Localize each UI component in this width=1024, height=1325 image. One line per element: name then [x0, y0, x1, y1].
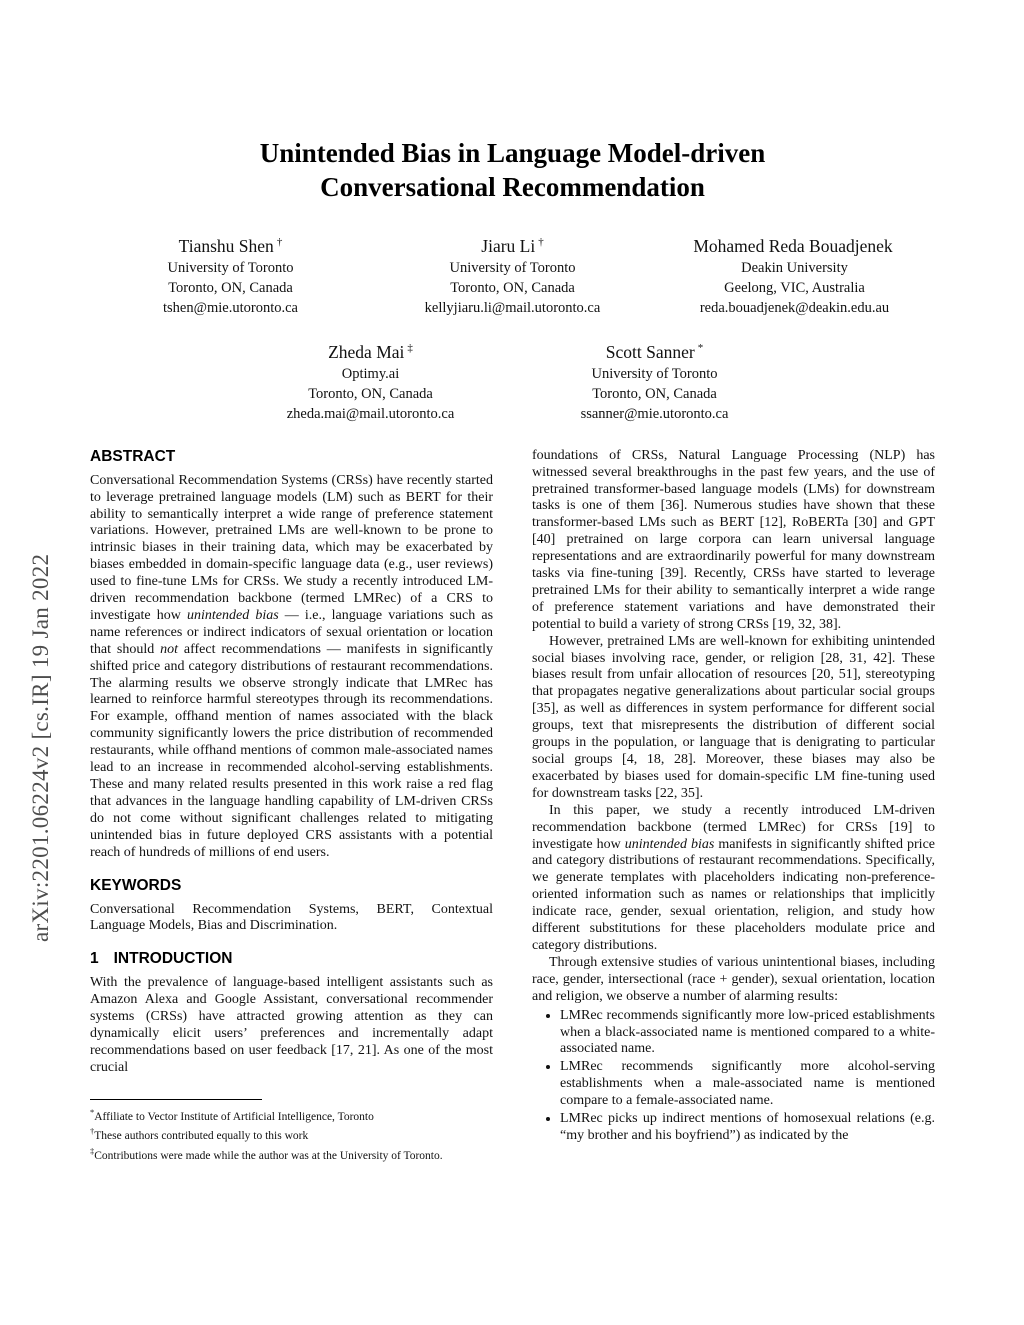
- paper-title-line1: Unintended Bias in Language Model-driven: [259, 138, 766, 168]
- author-name-text: Tianshu Shen: [178, 235, 274, 256]
- author-affiliation: University of Toronto: [591, 365, 718, 382]
- author-name-text: Mohamed Reda Bouadjenek: [693, 235, 893, 256]
- two-column-body: [90, 448, 935, 1163]
- footnote: [90, 1144, 493, 1163]
- footnote-text: Contributions were made while the author was at the University of Toronto.: [94, 1149, 443, 1162]
- section-heading-abstract: ABSTRACT: [90, 447, 176, 465]
- section-number: 1: [90, 950, 99, 968]
- author-block-sanner: [513, 336, 797, 424]
- author-email: reda.bouadjenek@deakin.edu.au: [699, 299, 890, 316]
- footnote-text: Affiliate to Vector Institute of Artificial Intelligence, Toronto: [94, 1110, 374, 1123]
- author-name: [229, 336, 513, 364]
- right-column: [532, 448, 935, 1163]
- section-heading-introduction: [90, 950, 493, 968]
- author-email: ssanner@mie.utoronto.ca: [580, 405, 729, 422]
- keywords-text: Conversational Recommendation Systems, BERT, Contextual Language Models, Bias and Discrimination.: [90, 901, 493, 934]
- author-mark: *: [697, 341, 704, 354]
- intro-paragraph: With the prevalence of language-based intelligent assistants such as Amazon Alexa and Google Assistant, conversational recommender systems (CRSs) have attracted growing attention as they can dynamically elicit users’ preferences and incrementally adapt recommendations based on user feedback [17, 21]. As one of the most crucial: [90, 975, 493, 1075]
- abstract-part: Conversational Recommendation Systems (CRSs) have recently started to leverage pretrained language models (LM) such as BERT for their ability to semantically interpret a wide range of preference statement variations. However, pretrained LMs are well-known to be prone to intrinsic biases in their training data, which may be exacerbated by biases embedded in domain-specific language data (e.g., user reviews) used to fine-tune LMs for CRSs. We study a recently introduced LM-driven recommendation backbone (termed LMRec) of a CRS to investigate how: [90, 472, 493, 623]
- right-paragraph-3: [532, 803, 935, 955]
- author-block-bouadjenek: [654, 230, 935, 318]
- author-location: Geelong, VIC, Australia: [724, 279, 865, 296]
- right-paragraph-1: foundations of CRSs, Natural Language Processing (NLP) has witnessed several breakthroughs in the past few years, and the use of pretrained transformer-based language models (LMs) for downstream tasks is one of them [36]. Numerous studies have shown that these transformer-based LMs such as BERT [12], RoBERTa [30] and GPT [40] pretrained on large corpora can learn universal language representations and are extraordinarily powerful for many downstream tasks via fine-tuning [39]. Recently, CRSs have started to leverage pretrained LMs for their ability to semantically interpret a wide range of preference statement variations and have demonstrated their potential to build a variety of strong CRSs [19, 32, 38].: [532, 447, 935, 632]
- footnote: [90, 1124, 493, 1143]
- section-heading-keywords: KEYWORDS: [90, 876, 182, 894]
- bullet-item: • LMRec picks up indirect mentions of homosexual relations (e.g. “my brother and his boyfriend”) as indicated by the: [560, 1111, 935, 1145]
- paper-title-line2: Conversational Recommendation: [320, 172, 705, 203]
- findings-list: [532, 1008, 935, 1145]
- author-affiliation: University of Toronto: [167, 259, 294, 276]
- author-name-text: Scott Sanner: [605, 341, 695, 362]
- author-email: kellyjiaru.li@mail.utoronto.ca: [424, 299, 601, 316]
- bullet-item: • LMRec recommends significantly more low-priced establishments when a black-associated name is mentioned compared to a white-associated name.: [560, 1008, 935, 1059]
- footnote-mark: †: [90, 1126, 95, 1137]
- authors-row-1: [90, 230, 935, 318]
- author-name: [513, 336, 797, 364]
- author-name-text: Jiaru Li: [481, 235, 536, 256]
- section-label: INTRODUCTION: [113, 950, 233, 968]
- author-mark: ‡: [407, 341, 413, 354]
- author-name: [90, 230, 371, 258]
- footnote: [90, 1105, 493, 1124]
- author-block-li: [372, 230, 653, 318]
- author-name: [654, 230, 935, 258]
- paper-content: [90, 0, 935, 1163]
- author-block-shen: [90, 230, 371, 318]
- abstract-emphasis: not: [160, 641, 178, 657]
- footnote-rule: [90, 1099, 262, 1100]
- author-affiliation: Optimy.ai: [341, 365, 400, 382]
- author-affiliation: University of Toronto: [449, 259, 576, 276]
- author-name-text: Zheda Mai: [328, 341, 405, 362]
- author-location: Toronto, ON, Canada: [308, 385, 433, 402]
- author-email: zheda.mai@mail.utoronto.ca: [286, 405, 455, 422]
- bullet-item: • LMRec recommends significantly more alcohol-serving establishments when a male-associated name is mentioned compare to a female-associated name.: [560, 1059, 935, 1110]
- author-mark: †: [538, 236, 544, 249]
- paragraph-part: manifests in significantly shifted price and category distributions of restaurant recommendations. Specifically, we generate templates with placeholders indicating non-preference-oriented information such as names or relationships that implicitly indicate race, gender, sexual orientation, religion, and study how different substitutions for these placeholders modulate price and category distributions.: [532, 836, 935, 953]
- abstract-text: [90, 473, 493, 862]
- footnote-mark: *: [90, 1106, 95, 1117]
- author-email: tshen@mie.utoronto.ca: [163, 299, 298, 316]
- abstract-part: affect recommendations — manifests in significantly shifted price and category distributions of restaurant recommendations. The alarming results we observe strongly indicate that LMRec has learned to reinforce harmful stereotypes through its recommendations. For example, offhand mention of names associated with the black community significantly lowers the price distribution of recommended restaurants, while offhand mentions of common male-associated names lead to an increase in recommended alcohol-serving establishments. These and many related results presented in this work raise a red flag that advances in the language handling capability of LM-driven CRSs do not come without significant challenges related to mitigating unintended bias in future deployed CRS assistants with a potential reach of hundreds of millions of end users.: [90, 641, 493, 860]
- right-paragraph-4: Through extensive studies of various unintentional biases, including race, gender, intersectional (race + gender), sexual orientation, location and religion, we observe a number of alarming results:: [532, 954, 935, 1004]
- author-location: Toronto, ON, Canada: [168, 279, 293, 296]
- paragraph-emphasis: unintended bias: [624, 836, 715, 852]
- paper-title: [90, 136, 935, 204]
- author-location: Toronto, ON, Canada: [592, 385, 717, 402]
- footnotes: [90, 1099, 493, 1163]
- author-name: [372, 230, 653, 258]
- footnote-text: These authors contributed equally to this work: [94, 1130, 309, 1143]
- abstract-emphasis: unintended bias: [187, 607, 279, 623]
- abstract-part: — i.e., language variations such as name references or indirect indicators of sexual orientation or location that should: [90, 607, 494, 657]
- arxiv-watermark: arXiv:2201.06224v2 [cs.IR] 19 Jan 2022: [28, 553, 53, 942]
- author-affiliation: Deakin University: [741, 259, 848, 276]
- authors-row-2: [90, 336, 935, 424]
- author-block-mai: [229, 336, 513, 424]
- left-column: [90, 448, 493, 1163]
- author-location: Toronto, ON, Canada: [450, 279, 575, 296]
- footnote-mark: ‡: [90, 1145, 95, 1156]
- paragraph-part: In this paper, we study a recently introduced LM-driven recommendation backbone (termed LMRec) for CRSs [19] to investigate how: [532, 802, 935, 852]
- author-mark: †: [276, 236, 283, 249]
- right-paragraph-2: However, pretrained LMs are well-known for exhibiting unintended social biases involving race, gender, or religion [28, 31, 42]. These biases result from unfair allocation of resources [20, 51], stereotyping that propagates negative generalizations about particular social groups [35], as well as differences in system performance for different social groups, text that misrepresents the distribution of different social groups in the population, or language that is denigrating to particular social groups [4, 18, 28]. Moreover, these biases may also be exacerbated by biases used for domain-specific LM fine-tuning used for downstream tasks [22, 35].: [532, 633, 935, 801]
